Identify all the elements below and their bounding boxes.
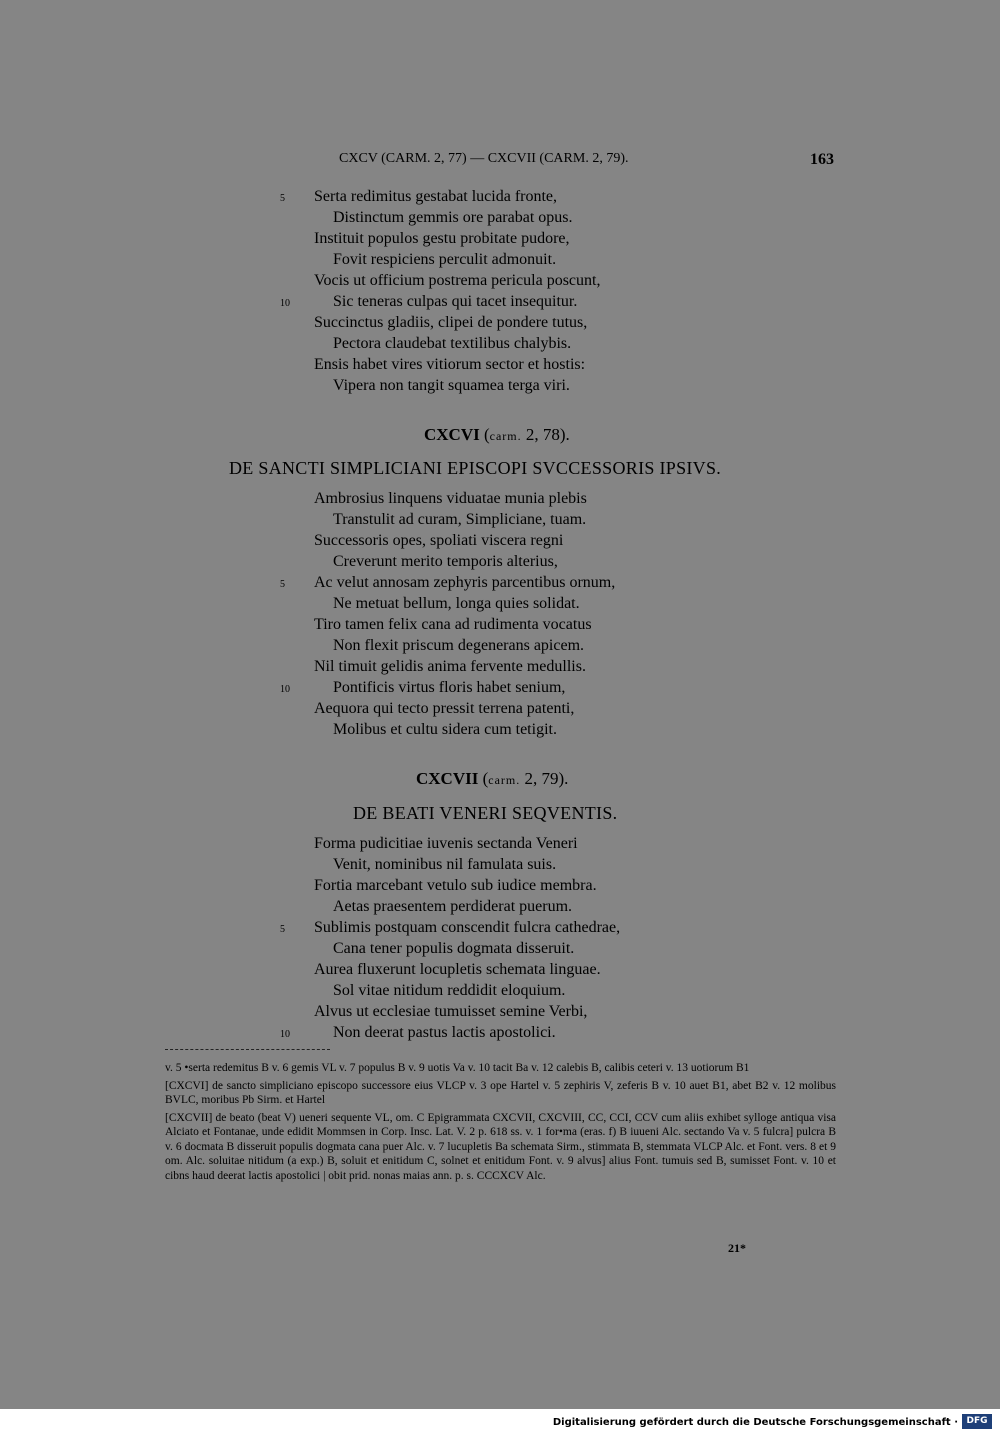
verse-line <box>314 980 620 1001</box>
critical-apparatus <box>165 1061 836 1186</box>
line-number: 5 <box>280 924 285 935</box>
poem-title-cxcvii: DE BEATI VENERI SEQVENTIS. <box>353 803 618 823</box>
poem-title-cxcvi: DE SANCTI SIMPLICIANI EPISCOPI SVCCESSORIS IPSIVS. <box>229 458 722 478</box>
verse-line <box>280 917 621 938</box>
verse-line <box>314 249 600 270</box>
verse-line <box>314 354 600 375</box>
verse-text: Aetas praesentem perdiderat puerum. <box>333 898 573 915</box>
dfg-logo: DFG <box>962 1414 992 1429</box>
verse-line <box>314 312 600 333</box>
verse-line <box>314 875 620 896</box>
verse-text: Forma pudicitiae iuvenis sectanda Veneri <box>314 835 578 852</box>
verse-text: Ne metuat bellum, longa quies solidat. <box>333 595 580 612</box>
verse-line <box>314 959 620 980</box>
funding-footer <box>0 1409 1000 1434</box>
verse-line <box>314 938 620 959</box>
verse-text: Sic teneras culpas qui tacet insequitur. <box>333 293 578 310</box>
verse-text: Aurea fluxerunt locupletis schemata linguae. <box>314 961 601 978</box>
verse-text: Fortia marcebant vetulo sub iudice membra. <box>314 877 597 894</box>
verse-line <box>314 698 615 719</box>
verse-text: Non flexit priscum degenerans apicem. <box>333 637 585 654</box>
poem-cxcvi-verses <box>280 488 616 740</box>
verse-text: Vocis ut officium postrema pericula poscunt, <box>314 272 601 289</box>
verse-line <box>314 896 620 917</box>
verse-line <box>314 635 615 656</box>
verse-text: Instituit populos gestu probitate pudore, <box>314 230 570 247</box>
verse-text: Ac velut annosam zephyris parcentibus ornum, <box>314 574 616 591</box>
verse-text: Molibus et cultu sidera cum tetigit. <box>333 721 557 738</box>
verse-line <box>280 572 616 593</box>
verse-text: Ambrosius linquens viduatae munia plebis <box>314 490 587 507</box>
verse-text: Cana tener populis dogmata disseruit. <box>333 940 575 957</box>
verse-text: Aequora qui tecto pressit terrena patenti, <box>314 700 575 717</box>
verse-line <box>280 1022 620 1043</box>
verse-line <box>314 551 615 572</box>
footnote-rule <box>165 1049 330 1050</box>
verse-text: Fovit respiciens perculit admonuit. <box>333 251 557 268</box>
verse-line <box>314 207 600 228</box>
line-number: 5 <box>280 579 285 590</box>
verse-text: Pectora claudebat textilibus chalybis. <box>333 335 572 352</box>
page-number: 163 <box>810 151 834 168</box>
verse-text: Creverunt merito temporis alterius, <box>333 553 558 570</box>
verse-line <box>314 530 615 551</box>
poem-cxcvii-verses <box>280 833 621 1043</box>
apparatus-note: v. 5 •serta redemitus B v. 6 gemis VL v. 7 populus B v. 9 uotis Va v. 10 tacit Ba v. 12 calebis B, calibis ceteri v. 13 uotiorum B1 <box>165 1062 750 1074</box>
verse-text: Venit, nominibus nil famulata suis. <box>333 856 557 873</box>
poem-heading-cxcvii: CXCVII (carm. 2, 79). <box>416 769 569 788</box>
poem-cxcv-verses <box>280 186 601 396</box>
verse-text: Nil timuit gelidis anima fervente medullis. <box>314 658 586 675</box>
verse-line <box>314 1001 620 1022</box>
verse-line <box>280 291 600 312</box>
verse-line <box>314 228 600 249</box>
verse-text: Alvus ut ecclesiae tumuisset semine Verbi, <box>314 1003 588 1020</box>
verse-text: Sublimis postquam conscendit fulcra cathedrae, <box>314 919 621 936</box>
apparatus-note: [CXCVII] de beato (beat V) ueneri sequente VL, om. C Epigrammata CXCVII, CXCVIII, CC, CCI, CCV cum aliis exhibet sylloge antiqua visa Alciato et Fontanae, unde edidit Mommsen in Corp. Insc. Lat. V. 2 p. 618 ss. v. 1 for•ma (eras. f) B iuueni Alc. sectando Va v. 5 fulcra] pulcra B v. 6 docmata B disseruit populis dogmata cana puer Alc. v. 7 lucupletis Ba schemata Sirm., stimmata B, stemmata VLCP Alc. et Font. vers. 8 et 9 om. Alc. soluitae nitidum (a exp.) B, soluit et enitidum C, solnet et enitidum Font. v. 9 alvus] alius Font. tumuis sed B, sumisset Font. v. 10 et cibns haud deerat lactis apostolici | obit prid. nonas maias ann. p. s. CCCXCV Alc. <box>165 1111 836 1182</box>
signature-mark: 21* <box>728 1241 746 1255</box>
poem-heading-cxcvi: CXCVI (carm. 2, 78). <box>424 425 570 444</box>
verse-line <box>314 333 600 354</box>
verse-line <box>314 656 615 677</box>
verse-line <box>314 270 600 291</box>
verse-line <box>314 593 615 614</box>
verse-line <box>280 186 600 207</box>
verse-text: Pontificis virtus floris habet senium, <box>333 679 566 696</box>
verse-text: Ensis habet vires vitiorum sector et hostis: <box>314 356 586 373</box>
apparatus-note: [CXCVI] de sancto simpliciano episcopo successore eius VLCP v. 3 ope Hartel v. 5 zephiris V, zeferis B v. 10 auet B1, abet B2 v. 12 molibus BVLC, moribus Pb Sirm. et Hartel <box>165 1079 836 1106</box>
poem-number: CXCVI <box>424 425 480 444</box>
verse-text: Serta redimitus gestabat lucida fronte, <box>314 188 558 205</box>
verse-text: Succinctus gladiis, clipei de pondere tutus, <box>314 314 588 331</box>
verse-line <box>314 719 615 740</box>
verse-line <box>314 488 615 509</box>
verse-line <box>314 833 620 854</box>
line-number: 10 <box>280 1029 290 1040</box>
verse-line <box>314 614 615 635</box>
line-number: 5 <box>280 193 285 204</box>
verse-text: Distinctum gemmis ore parabat opus. <box>333 209 573 226</box>
line-number: 10 <box>280 298 290 309</box>
verse-line <box>314 509 615 530</box>
verse-text: Tiro tamen felix cana ad rudimenta vocatus <box>314 616 592 633</box>
verse-text: Transtulit ad curam, Simpliciane, tuam. <box>333 511 587 528</box>
poem-number: CXCVII <box>416 769 479 788</box>
running-header: CXCV (CARM. 2, 77) — CXCVII (CARM. 2, 79). <box>339 151 629 166</box>
verse-text: Vipera non tangit squamea terga viri. <box>333 377 570 394</box>
verse-line <box>280 677 615 698</box>
line-number: 10 <box>280 684 290 695</box>
verse-text: Sol vitae nitidum reddidit eloquium. <box>333 982 566 999</box>
verse-text: Successoris opes, spoliati viscera regni <box>314 532 564 549</box>
verse-text: Non deerat pastus lactis apostolici. <box>333 1024 556 1041</box>
funding-notice: Digitalisierung gefördert durch die Deutsche Forschungsgemeinschaft · <box>552 1417 958 1428</box>
verse-line <box>314 375 600 396</box>
verse-line <box>314 854 620 875</box>
